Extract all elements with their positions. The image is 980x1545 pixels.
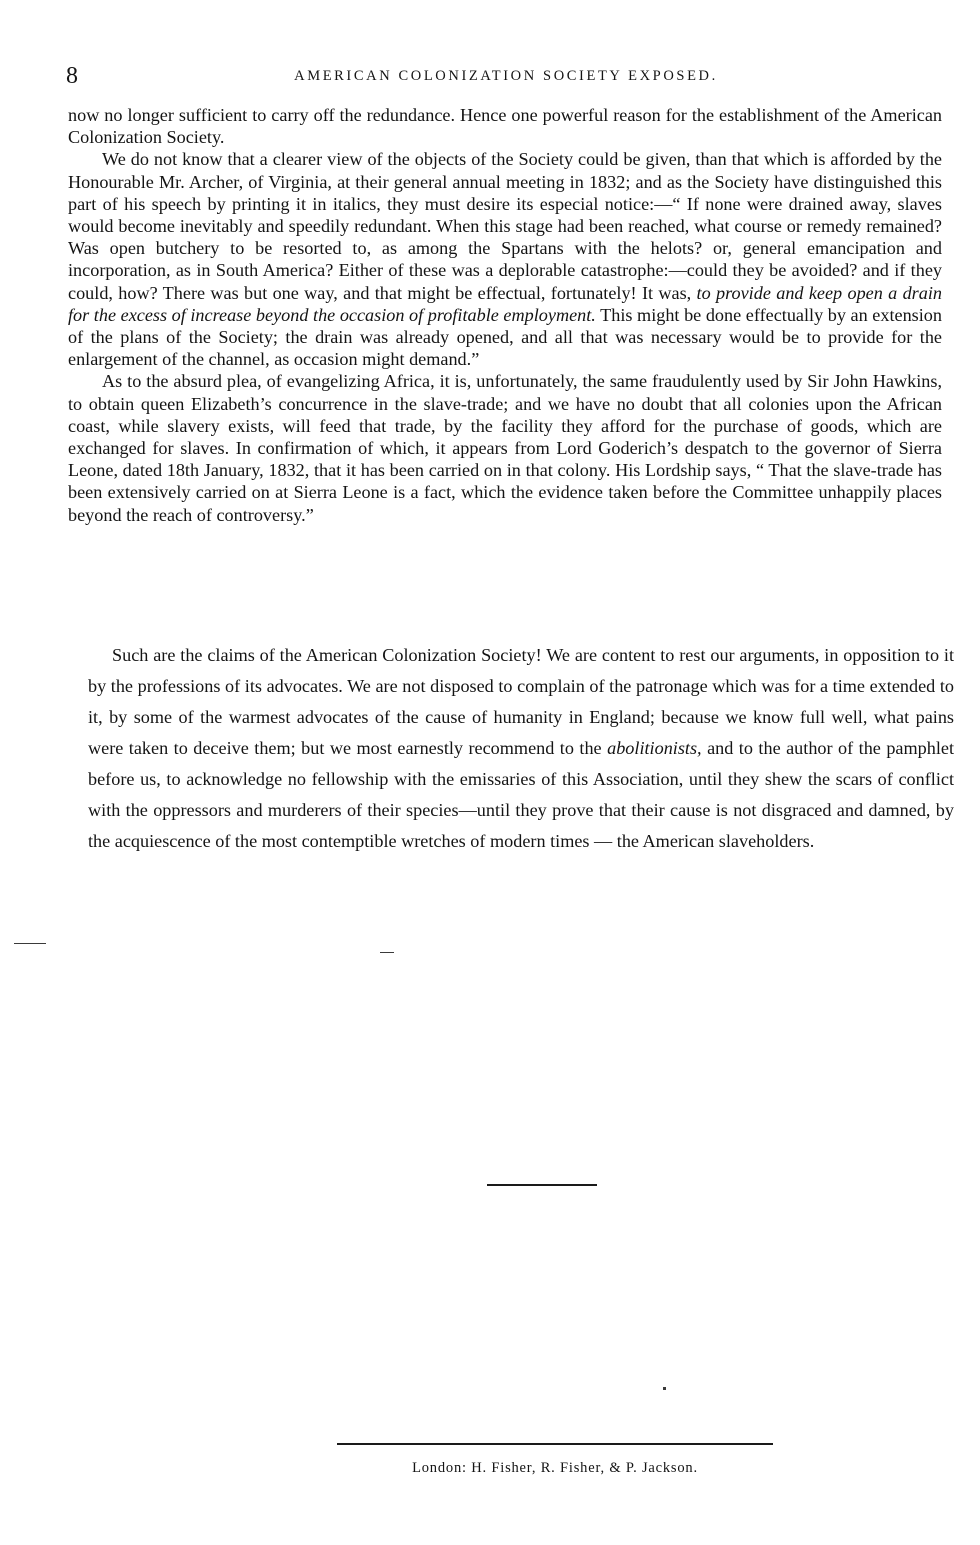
archer-quote-italic: to provide and keep open a drain for the excess of increase beyond the occasion of profitable employment. <box>68 282 942 325</box>
section-divider <box>487 1184 597 1186</box>
body-text <box>68 104 942 526</box>
closing-italic: abolitionists, <box>607 738 702 758</box>
stray-mark <box>380 952 394 953</box>
paragraph-evangelizing: As to the absurd plea, of evangelizing Africa, it is, unfortunately, the same fraudulently used by Sir John Hawkins, to obtain queen Elizabeth’s concurrence in the slave-trade; and we have no doubt that all colonies upon the African coast, while slavery exists, will feed that trade, by the facility they afford for the purchase of goods, which are exchanged for slaves. In confirmation of which, it appears from Lord Goderich’s despatch to the governor of Sierra Leone, dated 18th January, 1832, that it has been carried on in that colony. His Lordship says, “ That the slave-trade has been extensively carried on at Sierra Leone is a fact, which the evidence taken before the Committee unhappily places beyond the reach of controversy.” <box>68 371 942 525</box>
archer-quote-text-end: This might be done effectually by an extension of the plans of the Society; the drain was already opened, and all that was necessary would be to provide for the enlargement of the channel, as occasion might demand.” <box>68 304 942 370</box>
margin-mark <box>14 943 46 944</box>
closing-paragraph <box>88 640 954 857</box>
archer-quote-text: We do not know that a clearer view of the objects of the Society could be given, than that which is afforded by the Honourable Mr. Archer, of Virginia, at their general annual meeting in 1832; and as the Society have distinguished this part of his speech by printing it in italics, they must desire its especial notice:—“ If none were drained away, slaves would become inevitably and speedily redundant. When this stage had been reached, what course or remedy remained? Was open butchery to be resorted to, as among the Spartans with the helots? or, general emancipation and incorporation, as in South America? Either of these was a deplorable catastrophe:—could they be avoided? and if they could, how? There was but one way, and that might be effectual, fortunately! It was, <box>68 149 942 303</box>
closing-text: Such are the claims of the American Colonization Society! We are content to rest our arguments, in opposition to it by the professions of its advocates. We are not disposed to complain of the patronage which was for a time extended to it, by some of the warmest advocates of the cause of humanity in England; because we know full well, what pains were taken to deceive them; but we most earnestly recommend to the <box>88 645 954 758</box>
paragraph-archer-quote <box>68 148 942 370</box>
stray-mark <box>663 1387 666 1390</box>
closing-text-end: and to the author of the pamphlet before us, to acknowledge no fellowship with the emissaries of this Association, until they shew the scars of conflict with the oppressors and murderers of their species—until they prove that their cause is not disgraced and damned, by the acquiescence of the most contemptible wretches of modern times — the American slaveholders. <box>88 738 955 851</box>
publisher-imprint: London: H. Fisher, R. Fisher, & P. Jackson. <box>412 1460 698 1476</box>
page-header <box>66 62 946 90</box>
paragraph-continuation: now no longer sufficient to carry off the redundance. Hence one powerful reason for the establishment of the American Colonization Society. <box>68 105 942 148</box>
page-number: 8 <box>66 63 78 89</box>
running-title: AMERICAN COLONIZATION SOCIETY EXPOSED. <box>294 68 718 84</box>
footer-rule <box>337 1443 773 1445</box>
